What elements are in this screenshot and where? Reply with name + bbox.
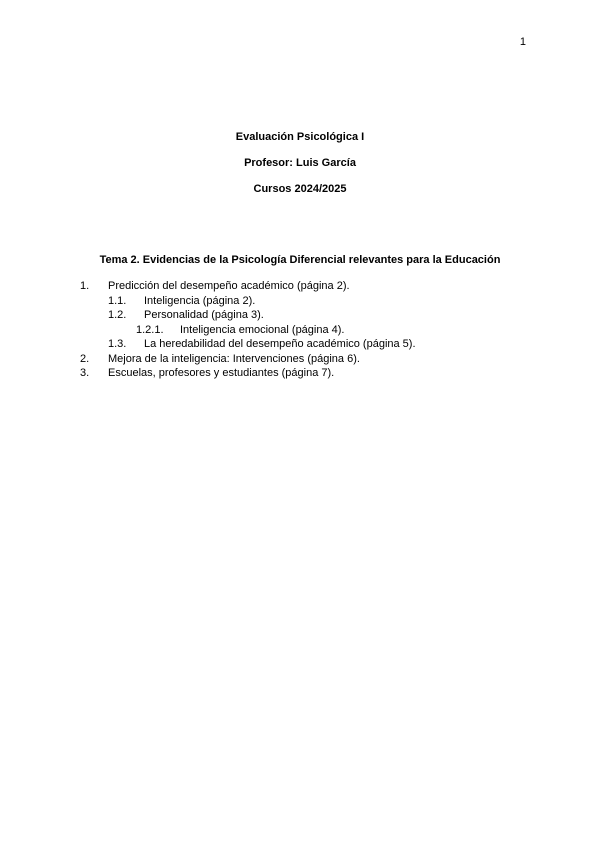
- toc-item: [0, 279, 600, 294]
- toc-item-text: Escuelas, profesores y estudiantes (página 7).: [108, 367, 335, 379]
- course-title: Evaluación Psicológica I: [235, 131, 365, 143]
- page-number: 1: [519, 36, 526, 48]
- toc-item-number: 3.: [80, 367, 90, 379]
- professor-line: Profesor: Luis García: [244, 157, 356, 169]
- toc-item-text: Inteligencia (página 2).: [144, 294, 256, 307]
- toc-item: [0, 308, 600, 323]
- toc-item-number: 1.2.1.: [136, 323, 164, 336]
- toc-item-text: Mejora de la inteligencia: Intervenciones (página 6).: [108, 352, 360, 365]
- table-of-contents: [0, 279, 600, 381]
- title-block: [0, 130, 600, 208]
- toc-item-text: Personalidad (página 3).: [144, 309, 264, 321]
- toc-item-text: Predicción del desempeño académico (página 2).: [108, 280, 350, 292]
- toc-item-number: 1.3.: [108, 338, 127, 350]
- toc-item-number: 1.: [80, 280, 90, 292]
- toc-item: [0, 366, 600, 381]
- toc-item-text: La heredabilidad del desempeño académico (página 5).: [144, 338, 416, 350]
- toc-item-number: 1.2.: [108, 309, 127, 321]
- toc-item-text: Inteligencia emocional (página 4).: [180, 323, 345, 336]
- toc-item: [0, 337, 600, 352]
- toc-item: [0, 323, 600, 338]
- topic-title: Tema 2. Evidencias de la Psicología Diferencial relevantes para la Educación: [99, 254, 501, 266]
- toc-item: [0, 352, 600, 367]
- toc-item-number: 2.: [80, 352, 90, 365]
- toc-item: [0, 294, 600, 309]
- course-year: Cursos 2024/2025: [253, 183, 347, 195]
- toc-item-number: 1.1.: [108, 294, 127, 307]
